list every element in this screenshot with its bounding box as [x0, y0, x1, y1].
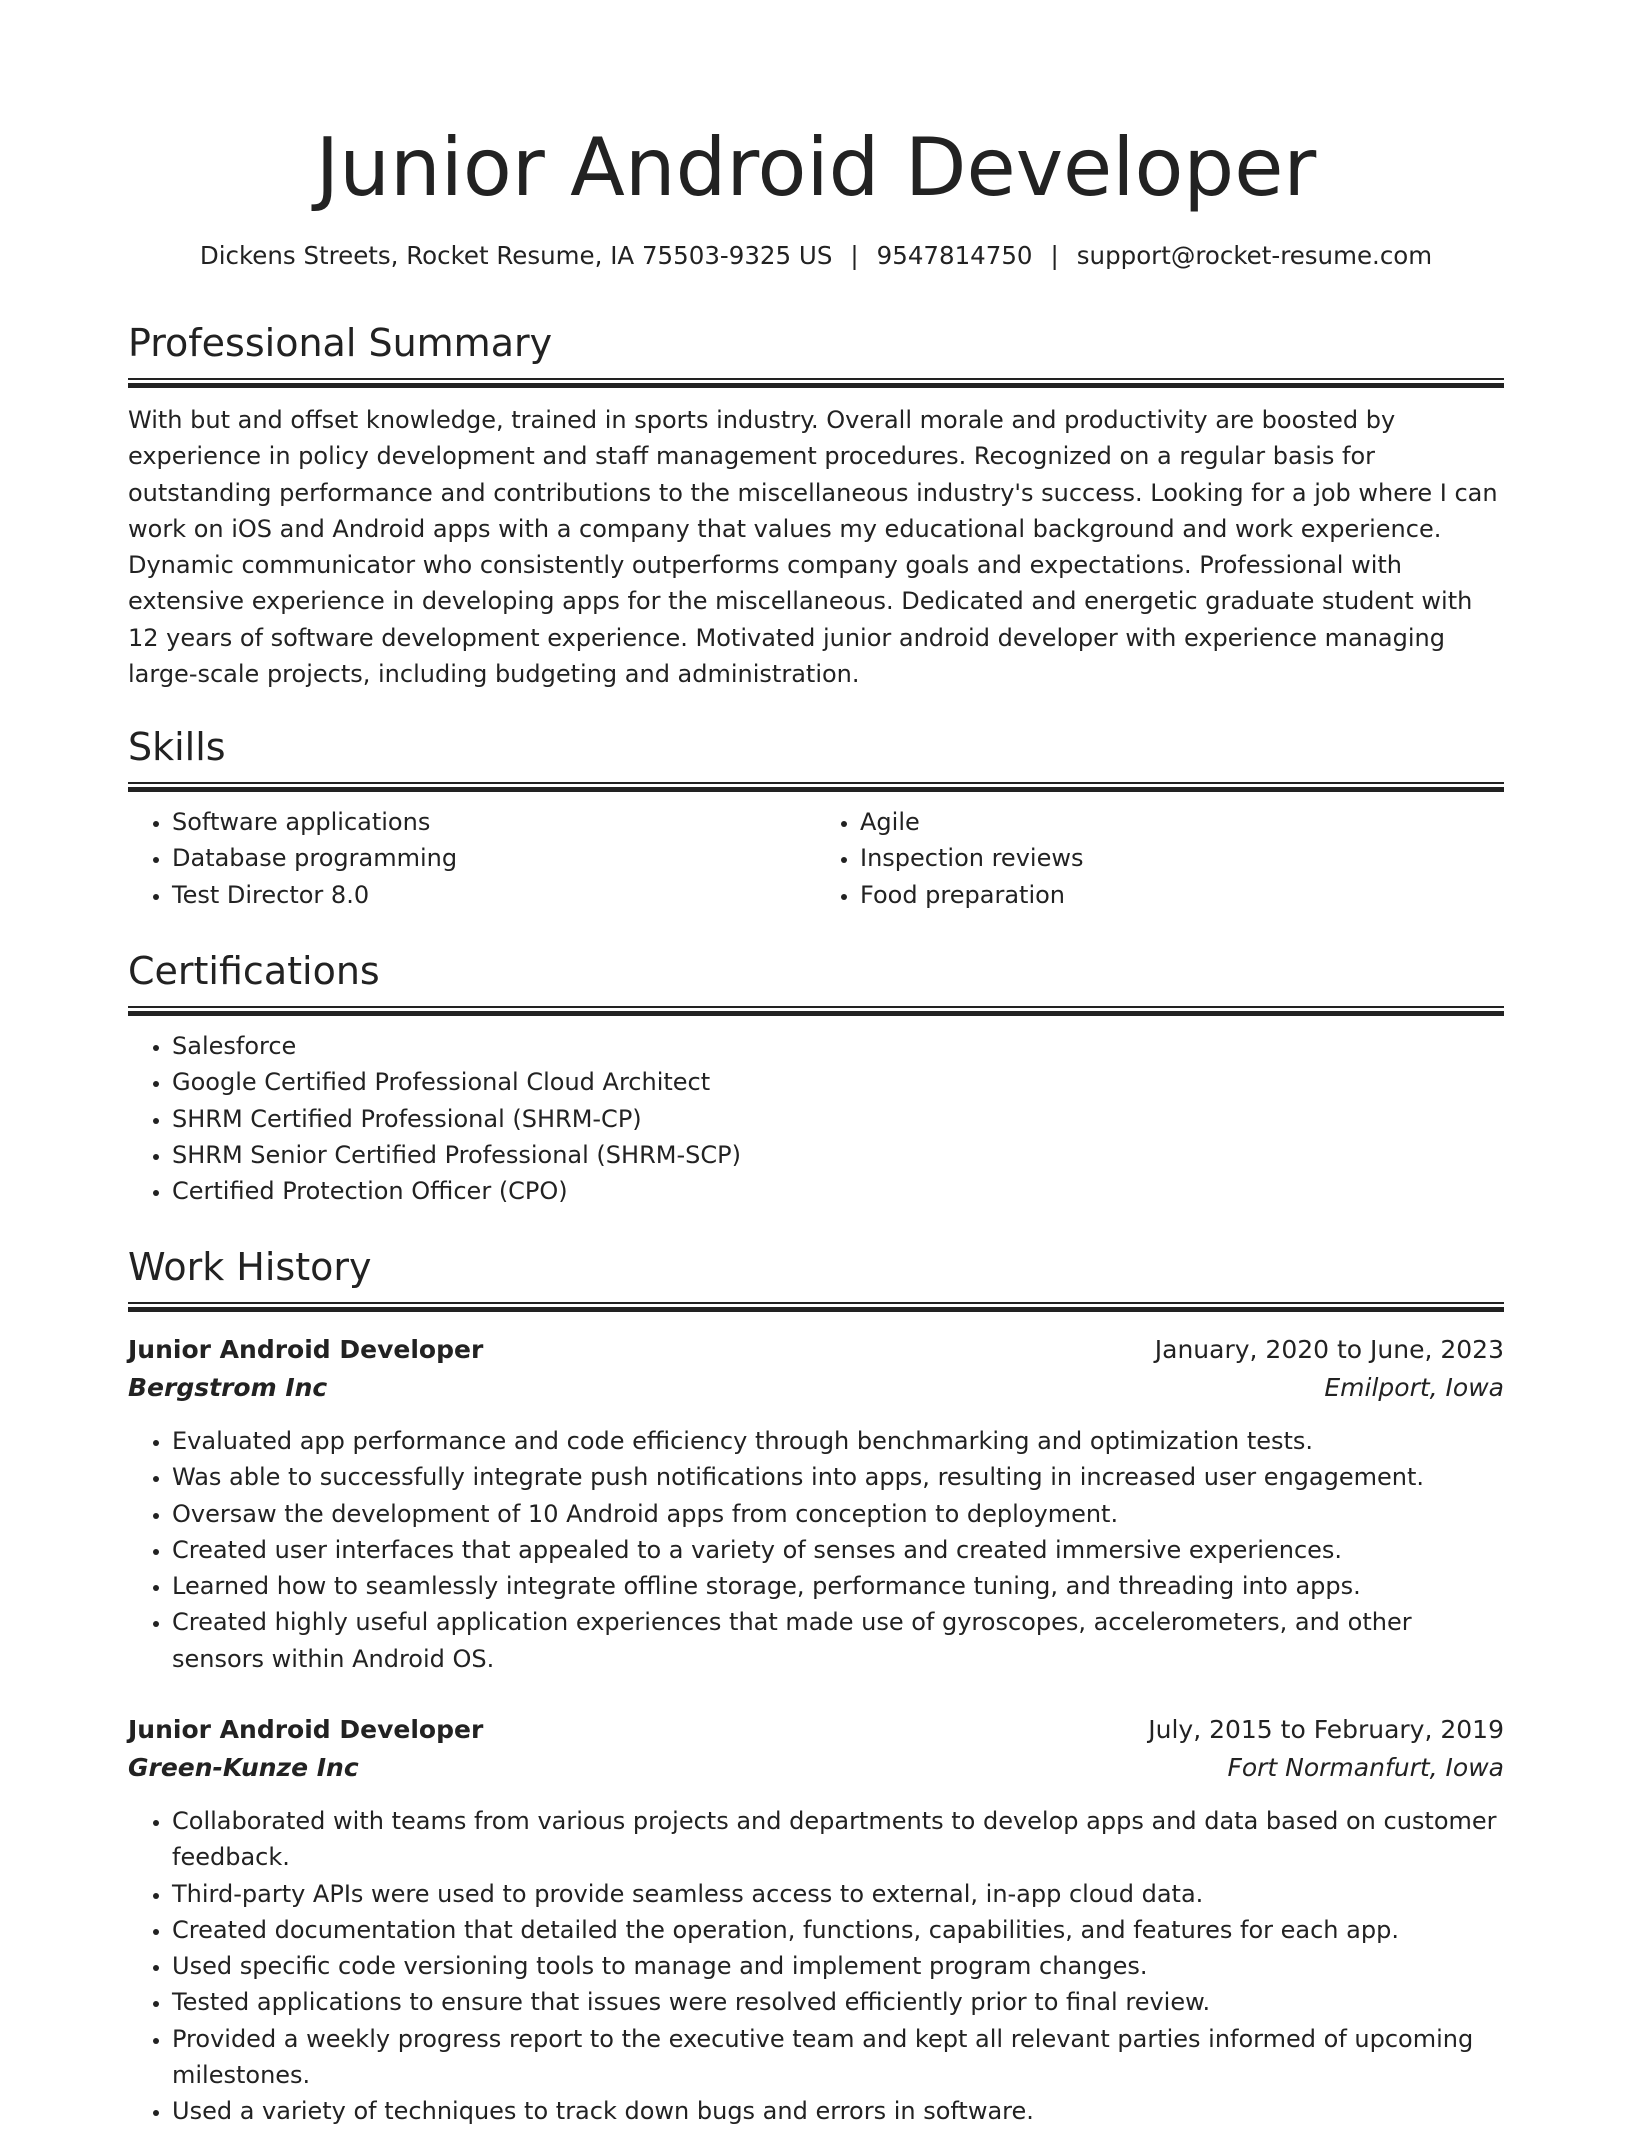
- job-dates: January, 2020 to June, 2023: [1154, 1335, 1504, 1364]
- section-skills: [128, 722, 1504, 913]
- list-item: • SHRM Senior Certified Professional (SHRM-SCP): [172, 1137, 1504, 1173]
- list-item: • Tested applications to ensure that issues were resolved efficiently prior to final review.: [172, 1984, 1504, 2020]
- section-title-summary: Professional Summary: [128, 321, 553, 365]
- list-item: • Certified Protection Officer (CPO): [172, 1173, 1504, 1209]
- job-entry: [128, 1331, 1504, 1677]
- list-item: • Was able to successfully integrate push notifications into apps, resulting in increased user engagement.: [172, 1459, 1504, 1495]
- list-item: • Test Director 8.0: [172, 877, 816, 913]
- contact-address: Dickens Streets, Rocket Resume, IA 75503-9325 US: [199, 241, 833, 270]
- skills-list-left: [128, 804, 816, 913]
- list-item: • Used specific code versioning tools to manage and implement program changes.: [172, 1948, 1504, 1984]
- section-work-history: [128, 1242, 1504, 1312]
- job-header: [128, 1711, 1504, 1749]
- list-item: • Created documentation that detailed the operation, functions, capabilities, and features for each app.: [172, 1912, 1504, 1948]
- list-item: • Provided a weekly progress report to the executive team and kept all relevant parties informed of upcoming milestones.: [172, 2021, 1504, 2094]
- summary-text: With but and offset knowledge, trained in sports industry. Overall morale and productivity are boosted by experience in policy development and staff management procedures. Recognized on a regular basis for outstanding performance and contributions to the miscellaneous industry's success. Looking for a job where I can work on iOS and Android apps with a company that values my educational background and work experience. Dynamic communicator who consistently outperforms company goals and expectations. Professional with extensive experience in developing apps for the miscellaneous. Dedicated and energetic graduate student with 12 years of software development experience. Motivated junior android developer with experience managing large-scale projects, including budgeting and administration.: [128, 406, 1498, 689]
- resume-name: Junior Android Developer: [315, 121, 1317, 214]
- section-rule: [128, 1302, 1504, 1312]
- job-location: Fort Normanfurt, Iowa: [1227, 1753, 1504, 1782]
- section-certifications: [128, 946, 1504, 1209]
- list-item: • Food preparation: [860, 877, 1504, 913]
- contact-separator: |: [850, 241, 859, 270]
- section-rule: [128, 1006, 1504, 1016]
- job-subheader: [128, 1369, 1504, 1407]
- job-header: [128, 1331, 1504, 1369]
- job-company: Bergstrom Inc: [128, 1373, 328, 1402]
- list-item: • Inspection reviews: [860, 840, 1504, 876]
- list-item: • Evaluated app performance and code efficiency through benchmarking and optimization tests.: [172, 1423, 1504, 1459]
- contact-line: [128, 238, 1504, 274]
- job-bullets: [128, 1423, 1504, 1677]
- list-item: • Created highly useful application experiences that made use of gyroscopes, accelerometers, and other sensors within Android OS.: [172, 1604, 1504, 1677]
- contact-separator: |: [1050, 241, 1059, 270]
- list-item: • SHRM Certified Professional (SHRM-CP): [172, 1101, 1504, 1137]
- skills-list-right: [816, 804, 1504, 913]
- certifications-list: [128, 1028, 1504, 1209]
- list-item: • Used a variety of techniques to track down bugs and errors in software.: [172, 2093, 1504, 2129]
- list-item: • Salesforce: [172, 1028, 1504, 1064]
- contact-phone: 9547814750: [876, 241, 1033, 270]
- job-title: Junior Android Developer: [128, 1335, 484, 1364]
- list-item: • Database programming: [172, 840, 816, 876]
- job-dates: July, 2015 to February, 2019: [1148, 1715, 1504, 1744]
- section-title-skills: Skills: [128, 725, 226, 769]
- list-item: • Learned how to seamlessly integrate offline storage, performance tuning, and threading into apps.: [172, 1568, 1504, 1604]
- job-entry: [128, 1711, 1504, 2130]
- job-company: Green-Kunze Inc: [128, 1753, 359, 1782]
- list-item: • Created user interfaces that appealed to a variety of senses and created immersive experiences.: [172, 1532, 1504, 1568]
- section-summary: [128, 318, 1504, 692]
- list-item: • Oversaw the development of 10 Android apps from conception to deployment.: [172, 1496, 1504, 1532]
- section-rule: [128, 378, 1504, 388]
- list-item: • Software applications: [172, 804, 816, 840]
- section-rule: [128, 782, 1504, 792]
- job-bullets: [128, 1803, 1504, 2130]
- list-item: • Third-party APIs were used to provide seamless access to external, in-app cloud data.: [172, 1876, 1504, 1912]
- job-title: Junior Android Developer: [128, 1715, 484, 1744]
- contact-email: support@rocket-resume.com: [1076, 241, 1433, 270]
- list-item: • Agile: [860, 804, 1504, 840]
- section-title-certifications: Certifications: [128, 949, 380, 993]
- list-item: • Collaborated with teams from various projects and departments to develop apps and data based on customer feedback.: [172, 1803, 1504, 1876]
- list-item: • Google Certified Professional Cloud Architect: [172, 1064, 1504, 1100]
- section-title-work-history: Work History: [128, 1245, 372, 1289]
- skills-grid: [128, 804, 1504, 913]
- job-location: Emilport, Iowa: [1324, 1373, 1504, 1402]
- job-subheader: [128, 1749, 1504, 1787]
